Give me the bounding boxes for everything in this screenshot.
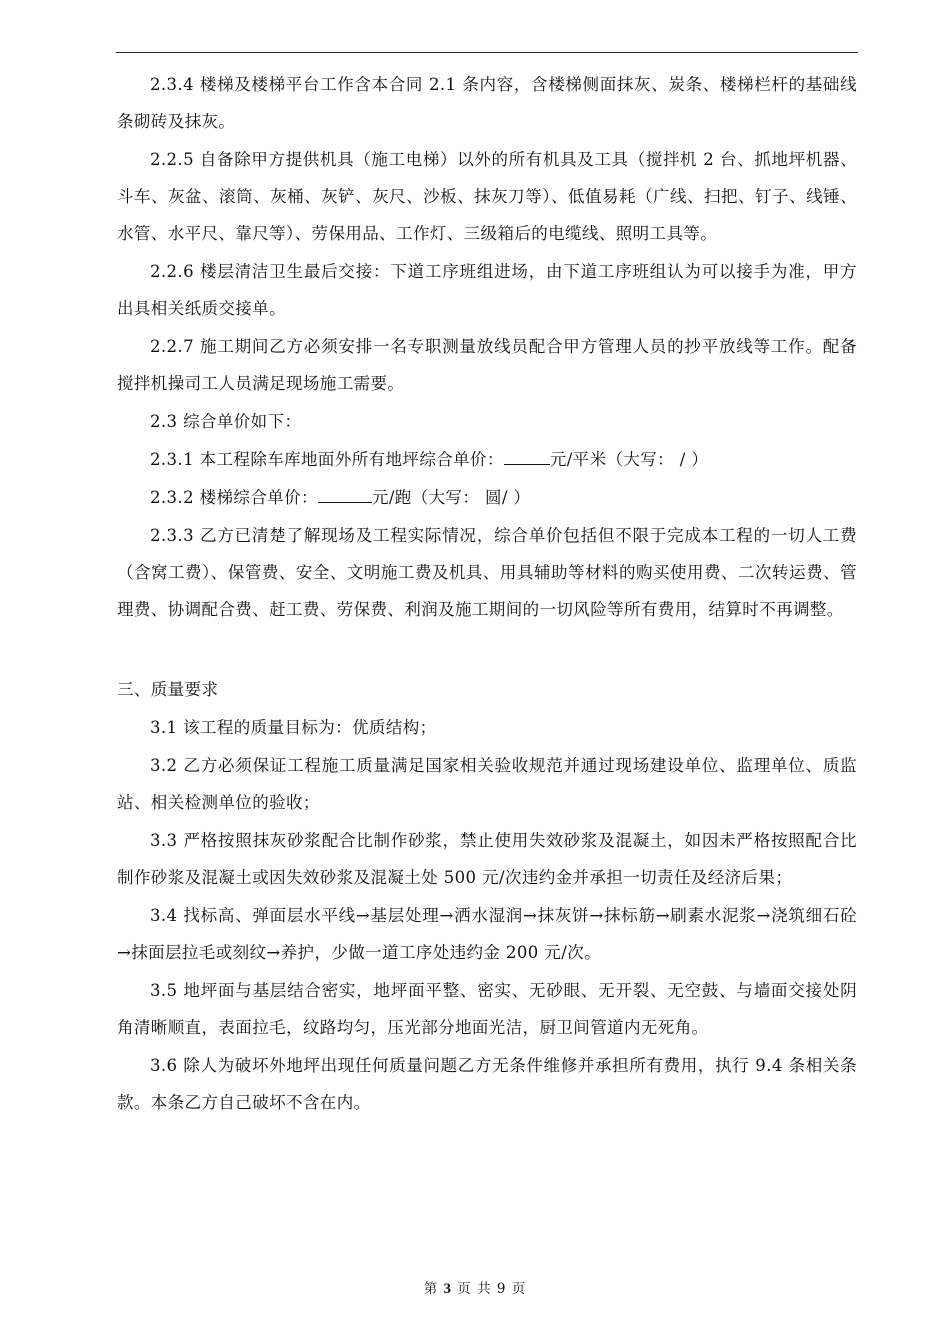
clause-2-3-2 [117,479,857,516]
header-rule [116,52,858,53]
floor-price-blank [504,464,550,465]
clause-3-1: 3.1 该工程的质量目标为：优质结构； [150,718,437,737]
stair-price-blank [318,502,372,503]
clause-3-4: 3.4 找标高、弹面层水平线→基层处理→洒水湿润→抹灰饼→抹标筋→刷素水泥浆→浇筑细石砼→抹面层拉毛或刻纹→养护，少做一道工序处违约金 200 元/次。 [117,906,857,962]
clause-3-6: 3.6 除人为破坏外地坪出现任何质量问题乙方无条件维修并承担所有费用，执行 9.4 条相关条款。本条乙方自己破坏不含在内。 [117,1056,857,1112]
page-current: 3 [443,1281,452,1297]
floor-price-suffix: 元/平米（大写： / ） [549,450,709,469]
clause-2-2-6: 2.2.6 楼层清洁卫生最后交接：下道工序班组进场，由下道工序班组认为可以接手为准，甲方出具相关纸质交接单。 [117,262,857,318]
clause-2-3-4: 2.3.4 楼梯及楼梯平台工作含本合同 2.1 条内容，含楼梯侧面抹灰、炭条、楼梯栏杆的基础线条砌砖及抹灰。 [117,75,857,131]
clause-2-3-1 [117,441,857,478]
clause-2-2-5: 2.2.5 自备除甲方提供机具（施工电梯）以外的所有机具及工具（搅拌机 2 台、抓地坪机器、斗车、灰盆、滚筒、灰桶、灰铲、灰尺、沙板、抹灰刀等）、低值易耗（广线、扫把、钉子、线锤、水管、水平尺、靠尺等）、劳保用品、工作灯、三级箱后的电缆线、照明工具等。 [117,150,857,243]
floor-price-prefix: 2.3.1 本工程除车库地面外所有地坪综合单价： [150,450,504,469]
stair-price-suffix: 元/跑（大写： 圆/ ） [371,488,531,507]
clause-2-3: 2.3 综合单价如下： [150,412,302,431]
page-prefix: 第 [423,1281,439,1297]
section-3-heading: 三、质量要求 [117,680,219,699]
page-total: 9 [496,1281,507,1297]
page-suffix: 页 [511,1281,527,1297]
clause-3-2: 3.2 乙方必须保证工程施工质量满足国家相关验收规范并通过现场建设单位、监理单位、质监站、相关检测单位的验收； [117,756,857,812]
clause-3-5: 3.5 地坪面与基层结合密实，地坪面平整、密实、无砂眼、无开裂、无空鼓、与墙面交接处阴角清晰顺直，表面拉毛，纹路均匀，压光部分地面光洁，厨卫间管道内无死角。 [117,981,857,1037]
clause-2-2-7: 2.2.7 施工期间乙方必须安排一名专职测量放线员配合甲方管理人员的抄平放线等工作。配备搅拌机操司工人员满足现场施工需要。 [117,337,857,393]
clause-2-3-3: 2.3.3 乙方已清楚了解现场及工程实际情况，综合单价包括但不限于完成本工程的一切人工费（含窝工费）、保管费、安全、文明施工费及机具、用具辅助等材料的购买使用费、二次转运费、管理费、协调配合费、赶工费、劳保费、利润及施工期间的一切风险等所有费用，结算时不再调整。 [117,526,857,619]
clause-3-3: 3.3 严格按照抹灰砂浆配合比制作砂浆，禁止使用失效砂浆及混凝土，如因未严格按照配合比制作砂浆及混凝土或因失效砂浆及混凝土处 500 元/次违约金并承担一切责任及经济后果； [117,831,857,887]
page-middle: 页 共 [457,1281,492,1297]
stair-price-prefix: 2.3.2 楼梯综合单价： [150,488,318,507]
page-footer [0,1277,950,1298]
document-body [117,66,857,1122]
section-gap [117,629,857,671]
